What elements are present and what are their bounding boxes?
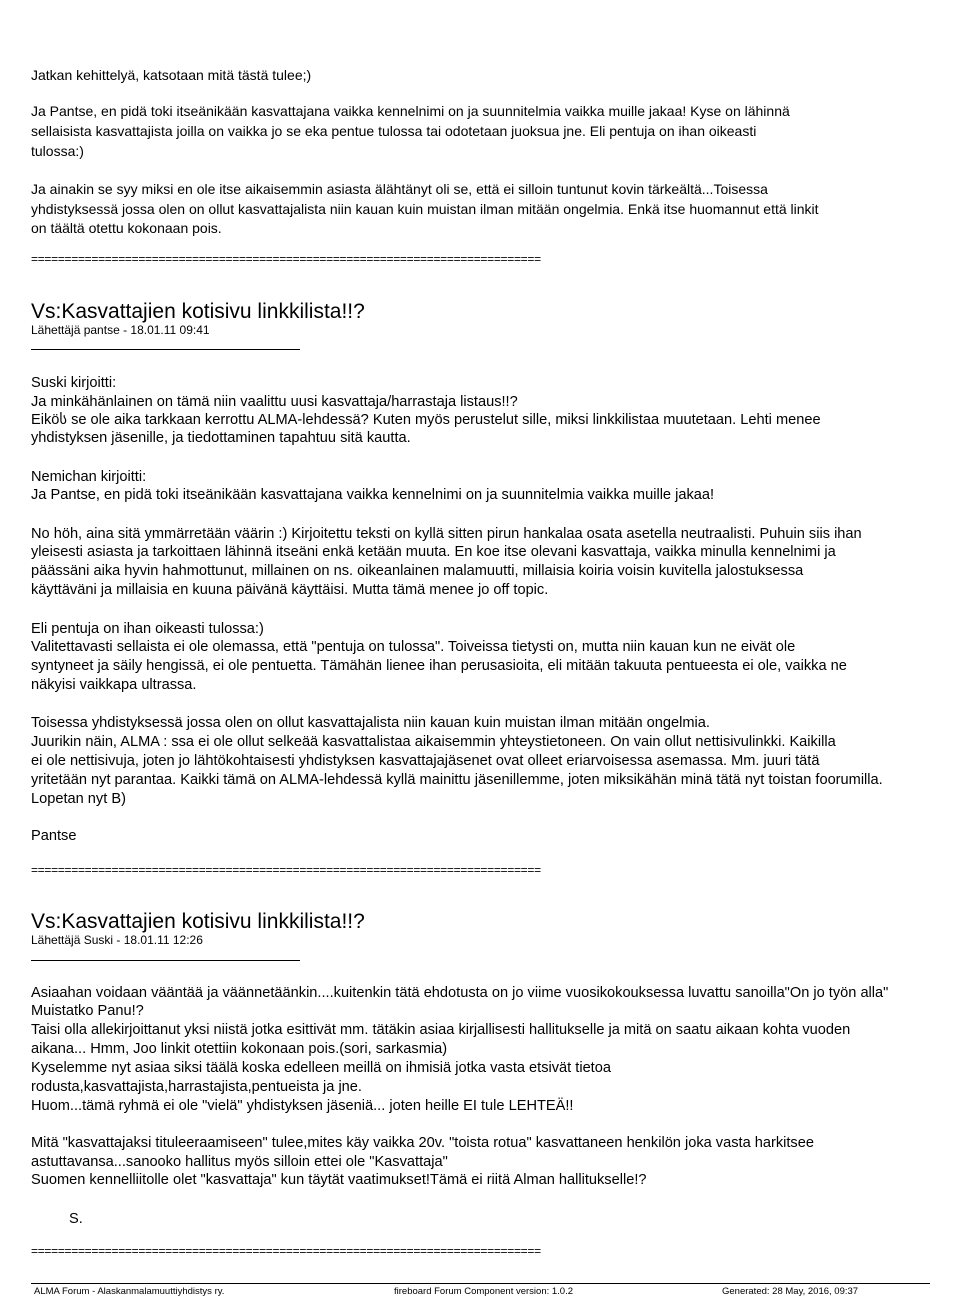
post1-paragraph-line: on täältä otettu kokonaan pois. xyxy=(31,220,222,236)
reply-line: yritetään nyt parantaa. Kaikki tämä on ALMA-lehdessä kyllä mainittu jäsenillemme, joten miksikähän minä tätä nyt toistan foorumilla. xyxy=(31,772,883,788)
post-separator: ============================================================================ xyxy=(31,1244,541,1258)
post-separator: ============================================================================ xyxy=(31,863,541,877)
reply-line: päässäni aika hyvin hahmottunut, millainen on ns. oikeanlainen malamuutti, millaisia koiria voisin kuvitella jalostuksessa xyxy=(31,563,804,579)
body-line: Mitä "kasvattajaksi tituleeraamiseen" tulee,mites käy vaikka 20v. "toista rotua" kasvattaneen henkilön joka vasta harkitsee xyxy=(31,1135,814,1151)
quote-text: Ja Pantse, en pidä toki itseänikään kasvattajana vaikka kennelnimi on ja suunnitelmia vaikka muille jakaa! xyxy=(31,487,715,503)
footer-component-version: fireboard Forum Component version: 1.0.2 xyxy=(394,1286,574,1297)
body-line: Kyselemme nyt asiaa siksi täälä koska edelleen meillä on ihmisiä jotka vasta etsivät tietoa xyxy=(31,1060,611,1076)
reply-line: näkyisi vaikkapa ultrassa. xyxy=(31,677,197,693)
footer-rule xyxy=(31,1283,930,1284)
reply-line: Lopetan nyt B) xyxy=(31,791,126,807)
quote-author: Nemichan kirjoitti: xyxy=(31,469,147,485)
signature: S. xyxy=(69,1211,83,1227)
quote-text: Ja minkähänlainen on tämä niin vaalittu uusi kasvattaja/harrastaja listaus!!? xyxy=(31,394,518,410)
reply-line: Eiköს se ole aika tarkkaan kerrottu ALMA-lehdessä? Kuten myös perustelut sille, miksi linkkilistaa muutetaan. Lehti menee xyxy=(31,412,821,428)
body-line: rodusta,kasvattajista,harrastajista,pentueista ja jne. xyxy=(31,1079,362,1095)
post-meta: Lähettäjä pantse - 18.01.11 09:41 xyxy=(31,323,210,337)
quote-text: Eli pentuja on ihan oikeasti tulossa:) xyxy=(31,621,264,637)
post-separator: ============================================================================ xyxy=(31,252,541,266)
signature: Pantse xyxy=(31,828,77,844)
reply-line: Valitettavasti sellaista ei ole olemassa, että "pentuja on tulossa". Toiveissa tietysti on, mutta niin kauan kun ne eivät ole xyxy=(31,639,796,655)
post-header-rule xyxy=(31,960,300,961)
footer-generated-date: Generated: 28 May, 2016, 09:37 xyxy=(722,1286,859,1297)
reply-line: yhdistyksen jäsenille, ja tiedottaminen tapahtuu sitä kautta. xyxy=(31,430,411,446)
quote-text: Toisessa yhdistyksessä jossa olen on ollut kasvattajalista niin kauan kuin muistan ilman mitään ongelmia. xyxy=(31,715,710,731)
post-title: Vs:Kasvattajien kotisivu linkkilista!!? xyxy=(31,910,365,933)
intro-text: Jatkan kehittelyä, katsotaan mitä tästä tulee;) xyxy=(31,67,312,83)
reply-line: käyttäväni ja millaisia en kuuna päivänä käyttäisi. Mutta tämä menee jo off topic. xyxy=(31,582,549,598)
quote-author: Suski kirjoitti: xyxy=(31,375,117,391)
reply-line: No höh, aina sitä ymmärretään väärin :) Kirjoitettu teksti on kyllä sitten pirun hankalaa osata asetella neutraalisti. Puhuin siis ihan xyxy=(31,526,862,542)
post1-paragraph-line: Ja Pantse, en pidä toki itseänikään kasvattajana vaikka kennelnimi on ja suunnitelmia vaikka muille jakaa! Kyse on lähinnä xyxy=(31,103,790,119)
body-line: Suomen kennelliitolle olet "kasvattaja" kun täytät vaatimukset!Tämä ei riitä Alman hallitukselle!? xyxy=(31,1172,647,1188)
body-line: astuttavansa...sanooko hallitus myös silloin ettei ole "Kasvattaja" xyxy=(31,1154,448,1170)
post-title: Vs:Kasvattajien kotisivu linkkilista!!? xyxy=(31,300,365,323)
post1-paragraph-line: tulossa:) xyxy=(31,143,84,159)
post1-paragraph-line: sellaisista kasvattajista joilla on vaikka jo se eka pentue tulossa tai odotetaan juoksua jne. Eli pentuja on ihan oikeasti xyxy=(31,123,757,139)
body-line: Asiaahan voidaan vääntää ja väännetäänkin....kuitenkin tätä ehdotusta on jo viime vuosikokouksessa luvattu sanoilla"On jo työn alla" xyxy=(31,985,889,1001)
body-line: aikana... Hmm, Joo linkit otettiin kokonaan pois.(sori, sarkasmia) xyxy=(31,1041,448,1057)
post-header-rule xyxy=(31,349,300,350)
reply-line: Juurikin näin, ALMA : ssa ei ole ollut selkeää kasvattalistaa aikaisemmin yhteystietoneen. On vain ollut nettisivulinkki. Kaikilla xyxy=(31,734,836,750)
reply-line: syntyneet ja säily hengissä, ei ole pentuetta. Tämähän lienee ihan perusasioita, eli mitään takuuta pentueesta ei ole, vaikka ne xyxy=(31,658,847,674)
post1-paragraph-line: yhdistyksessä jossa olen on ollut kasvattajalista niin kauan kuin muistan ilman mitään ongelmia. Enkä itse huomannut että linkit xyxy=(31,201,819,217)
post-meta: Lähettäjä Suski - 18.01.11 12:26 xyxy=(31,933,203,947)
body-line: Taisi olla allekirjoittanut yksi niistä jotka esittivät mm. tätäkin asiaa kirjallisesti hallitukselle ja mitä on saatu aikaan kohta vuoden xyxy=(31,1022,851,1038)
footer-site-name: ALMA Forum - Alaskanmalamuuttiyhdistys ry. xyxy=(34,1286,225,1297)
reply-line: ei ole nettisivuja, joten jo lähtökohtaisesti yhdistyksen kasvattajajäsenet ovat olleet eriarvoisessa asemassa. Mm. juuri tätä xyxy=(31,753,820,769)
reply-line: yleisesti asiasta ja tarkoittaen lähinnä itseäni enkä ketään muuta. En koe itse olevani kasvattaja, vaikka minulla kennelnimi ja xyxy=(31,544,836,560)
body-line: Huom...tämä ryhmä ei ole "vielä" yhdistyksen jäseniä... joten heille EI tule LEHTEÄ!! xyxy=(31,1098,574,1114)
post1-paragraph-line: Ja ainakin se syy miksi en ole itse aikaisemmin asiasta älähtänyt oli se, että ei silloin tuntunut kovin tärkeältä...Toisessa xyxy=(31,181,768,197)
body-line: Muistatko Panu!? xyxy=(31,1003,144,1019)
